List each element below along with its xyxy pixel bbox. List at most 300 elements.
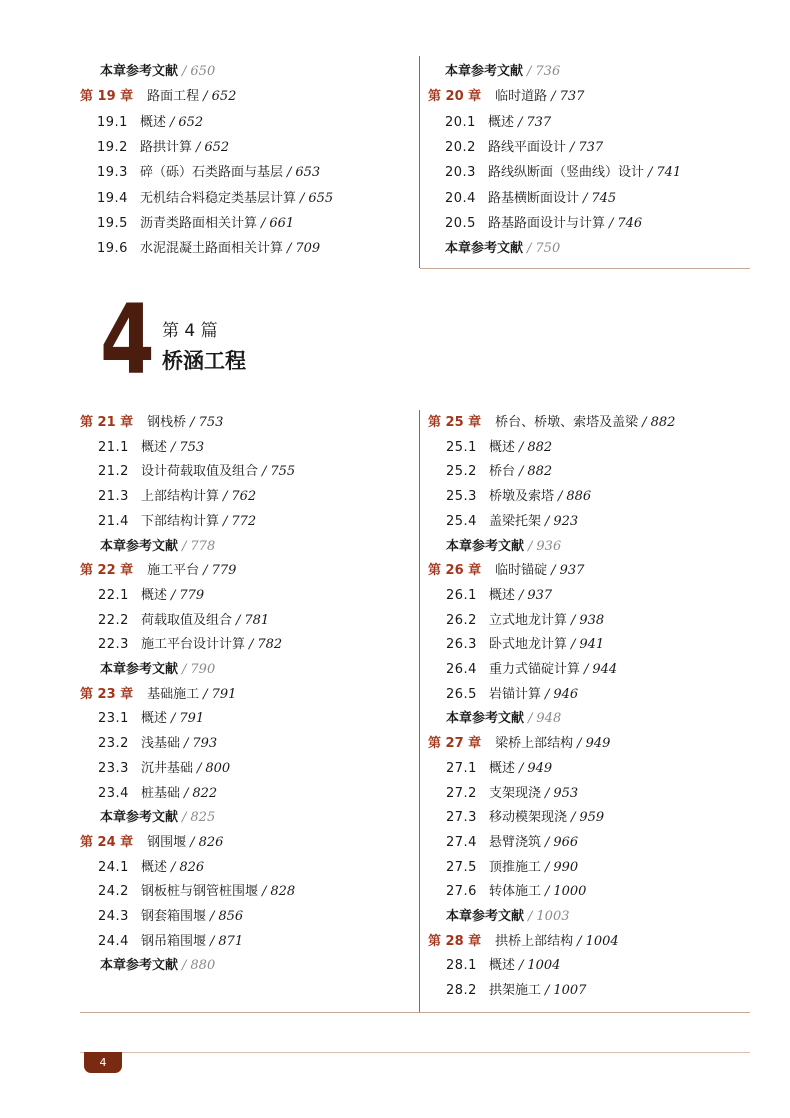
page-separator: /: [182, 958, 187, 974]
page-separator: /: [299, 190, 305, 206]
chapter-number: 第 20 章: [428, 89, 482, 105]
page-separator: /: [235, 612, 241, 628]
section-number: 21.2: [98, 464, 129, 480]
toc-section-entry: [97, 164, 320, 182]
chapter-title: 梁桥上部结构: [495, 736, 574, 752]
toc-section-entry: [446, 513, 578, 531]
section-title: 概述: [140, 711, 167, 727]
section-number: 27.1: [446, 760, 477, 776]
section-number: 19.5: [97, 215, 128, 231]
toc-section-entry: [98, 710, 204, 728]
toc-section-entry: [446, 612, 604, 630]
section-number: 22.2: [98, 612, 129, 628]
toc-chapter-entry: [428, 933, 619, 951]
footer-rule: [80, 1052, 750, 1053]
toc-section-entry: [446, 883, 586, 901]
page-number: 791: [211, 686, 237, 702]
section-title: 碎（砾）石类路面与基层: [139, 165, 283, 181]
page-separator: /: [528, 538, 533, 554]
toc-ref-entry: [100, 63, 215, 81]
references-label: 本章参考文献: [445, 241, 524, 257]
chapter-number: 第 21 章: [80, 415, 134, 430]
page-number: 737: [526, 114, 552, 130]
section-title: 无机结合料稳定类基层计算: [139, 190, 296, 206]
section-number: 20.5: [445, 215, 476, 231]
page-number: 753: [179, 439, 205, 455]
page-separator: /: [209, 909, 215, 924]
section-number: 24.1: [98, 859, 129, 875]
toc-section-entry: [445, 164, 681, 182]
references-label: 本章参考文献: [100, 958, 179, 974]
page-separator: /: [170, 859, 176, 875]
page-number: 937: [559, 563, 585, 579]
page-separator: /: [260, 215, 266, 231]
page-separator: /: [203, 686, 208, 702]
toc-section-entry: [446, 957, 560, 975]
section-number: 23.3: [98, 760, 129, 776]
chapter-number: 第 19 章: [80, 89, 134, 105]
page-separator: /: [569, 139, 575, 155]
chapter-title: 基础施工: [147, 686, 200, 702]
page-separator: /: [544, 686, 550, 702]
page-number: 944: [592, 662, 618, 677]
section-title: 顶推施工: [488, 859, 541, 875]
toc-section-entry: [446, 488, 591, 506]
section-title: 钢套箱围堰: [140, 909, 206, 924]
top-column-divider: [419, 56, 420, 268]
chapter-title: 临时锚碇: [495, 563, 548, 579]
page-number: 793: [192, 736, 218, 752]
page-separator: /: [570, 612, 576, 628]
section-number: 20.3: [445, 165, 476, 181]
section-number: 26.1: [446, 587, 477, 603]
section-title: 概述: [140, 859, 167, 875]
page-number: 652: [211, 89, 237, 105]
references-label: 本章参考文献: [100, 662, 179, 677]
page-number: 753: [198, 415, 224, 430]
page-separator: /: [182, 64, 187, 79]
page-separator: /: [182, 662, 187, 677]
page-number: 938: [579, 612, 605, 628]
section-title: 立式地龙计算: [488, 612, 567, 628]
toc-chapter-entry: [80, 834, 223, 852]
toc-section-entry: [446, 463, 552, 481]
page-separator: /: [527, 64, 532, 79]
toc-ref-entry: [445, 240, 560, 258]
page-separator: /: [527, 241, 532, 257]
page-number: 886: [566, 489, 592, 505]
toc-chapter-entry: [80, 88, 236, 106]
section-number: 24.3: [98, 909, 129, 924]
page-number: 779: [211, 563, 237, 579]
section-number: 28.1: [446, 958, 477, 974]
section-number: 26.5: [446, 686, 477, 702]
page-separator: /: [286, 165, 292, 181]
toc-section-entry: [97, 215, 294, 233]
page-separator: /: [190, 415, 195, 430]
page-separator: /: [544, 983, 550, 999]
toc-ref-entry: [446, 538, 561, 556]
page-separator: /: [222, 489, 228, 505]
section-title: 概述: [140, 439, 167, 455]
section-number: 19.4: [97, 190, 128, 206]
toc-ref-entry: [100, 538, 215, 556]
page-number: 990: [553, 859, 579, 875]
section-number: 21.1: [98, 439, 129, 455]
section-number: 26.2: [446, 612, 477, 628]
page-separator: /: [169, 114, 175, 130]
section-title: 桥台: [488, 464, 515, 480]
references-label: 本章参考文献: [100, 538, 179, 554]
toc-section-entry: [98, 933, 243, 951]
page-number: 800: [205, 760, 231, 776]
section-number: 20.1: [445, 114, 476, 130]
section-title: 桥墩及索塔: [488, 489, 554, 505]
toc-section-entry: [446, 636, 604, 654]
section-number: 25.4: [446, 513, 477, 529]
references-label: 本章参考文献: [446, 711, 525, 727]
page-number: 709: [295, 241, 321, 257]
part-number: 4: [100, 284, 155, 396]
page-number: 825: [190, 810, 216, 826]
section-title: 概述: [140, 587, 167, 603]
section-number: 27.6: [446, 884, 477, 900]
page-separator: /: [570, 637, 576, 653]
page-number: 882: [527, 439, 553, 455]
section-number: 19.3: [97, 165, 128, 181]
toc-chapter-entry: [428, 735, 610, 753]
section-number: 25.1: [446, 439, 477, 455]
section-number: 27.3: [446, 810, 477, 826]
page-separator: /: [182, 810, 187, 826]
section-title: 桩基础: [140, 785, 180, 801]
section-title: 荷载取值及组合: [140, 612, 232, 628]
section-title: 概述: [488, 439, 515, 455]
page-number: 790: [190, 662, 216, 677]
page-number: 736: [535, 64, 561, 79]
page-number: 941: [579, 637, 605, 653]
page-number: 745: [591, 190, 617, 206]
page-number: 880: [190, 958, 216, 974]
page-number: 652: [178, 114, 204, 130]
section-title: 浅基础: [140, 736, 180, 752]
page-number: 1003: [536, 909, 570, 924]
references-label: 本章参考文献: [446, 909, 525, 924]
section-title: 路线纵断面（竖曲线）设计: [487, 165, 644, 181]
page-number: 750: [535, 241, 561, 257]
section-number: 24.4: [98, 933, 129, 949]
section-number: 19.2: [97, 139, 128, 155]
section-title: 设计荷载取值及组合: [140, 464, 258, 480]
section-title: 概述: [488, 760, 515, 776]
page-separator: /: [518, 464, 524, 480]
page-separator: /: [544, 834, 550, 850]
part-title: 桥涵工程: [162, 349, 246, 373]
page-number: 946: [553, 686, 579, 702]
chapter-title: 桥台、桥墩、索塔及盖梁: [495, 415, 639, 430]
page-number: 655: [308, 190, 334, 206]
section-title: 概述: [488, 958, 515, 974]
page-separator: /: [182, 538, 187, 554]
section-title: 概述: [139, 114, 166, 130]
page-number: 822: [192, 785, 218, 801]
section-number: 22.1: [98, 587, 129, 603]
page-number: 966: [553, 834, 579, 850]
page-separator: /: [196, 760, 202, 776]
toc-ref-entry: [100, 809, 215, 827]
chapter-number: 第 24 章: [80, 834, 134, 850]
page-separator: /: [203, 563, 208, 579]
page-separator: /: [544, 884, 550, 900]
page-separator: /: [570, 810, 576, 826]
page-separator: /: [170, 587, 176, 603]
toc-section-entry: [98, 636, 282, 654]
section-number: 23.2: [98, 736, 129, 752]
section-title: 上部结构计算: [140, 489, 219, 505]
page-separator: /: [577, 736, 582, 752]
toc-section-entry: [97, 139, 229, 157]
chapter-title: 路面工程: [147, 89, 200, 105]
toc-ref-entry: [446, 710, 561, 728]
section-number: 25.3: [446, 489, 477, 505]
chapter-title: 钢围堰: [147, 834, 187, 850]
toc-ref-entry: [445, 63, 560, 81]
page-number: 661: [269, 215, 295, 231]
page-number: 1004: [585, 933, 619, 949]
toc-section-entry: [98, 488, 256, 506]
section-title: 岩锚计算: [488, 686, 541, 702]
page-separator: /: [286, 241, 292, 257]
toc-chapter-entry: [428, 88, 584, 106]
page-number: 772: [231, 513, 257, 529]
page-separator: /: [551, 563, 556, 579]
page-separator: /: [544, 785, 550, 801]
page-separator: /: [517, 114, 523, 130]
page-number: 936: [536, 538, 562, 554]
page-number: 949: [527, 760, 553, 776]
section-title: 拱架施工: [488, 983, 541, 999]
toc-section-entry: [445, 139, 603, 157]
section-title: 卧式地龙计算: [488, 637, 567, 653]
page-number: 1000: [553, 884, 587, 900]
toc-ref-entry: [100, 661, 215, 679]
section-number: 24.2: [98, 884, 129, 900]
toc-section-entry: [445, 215, 642, 233]
page-separator: /: [170, 711, 176, 727]
page-separator: /: [203, 89, 208, 105]
page-number: 737: [559, 89, 585, 105]
toc-chapter-entry: [428, 562, 584, 580]
page-separator: /: [528, 909, 533, 924]
page-separator: /: [647, 165, 653, 181]
page-number: 871: [218, 933, 244, 949]
page-number: 746: [617, 215, 643, 231]
page-number: 828: [270, 884, 296, 900]
page-number: 949: [585, 736, 611, 752]
toc-section-entry: [98, 439, 204, 457]
chapter-number: 第 28 章: [428, 933, 482, 949]
section-number: 27.2: [446, 785, 477, 801]
page-number: 778: [190, 538, 216, 554]
toc-section-entry: [446, 859, 578, 877]
page-separator: /: [551, 89, 556, 105]
toc-section-entry: [98, 735, 217, 753]
toc-section-entry: [98, 513, 256, 531]
section-number: 28.2: [446, 983, 477, 999]
page-separator: /: [209, 933, 215, 949]
page-separator: /: [518, 439, 524, 455]
references-label: 本章参考文献: [100, 64, 179, 79]
page-separator: /: [528, 711, 533, 727]
toc-ref-entry: [446, 908, 570, 926]
page-number: 826: [198, 834, 224, 850]
page-separator: /: [248, 637, 254, 653]
section-title: 悬臂浇筑: [488, 834, 541, 850]
section-title: 下部结构计算: [140, 513, 219, 529]
chapter-number: 第 26 章: [428, 563, 482, 579]
page-number: 1004: [527, 958, 561, 974]
toc-section-entry: [98, 785, 217, 803]
section-number: 20.4: [445, 190, 476, 206]
toc-chapter-entry: [80, 414, 223, 432]
page-number: 1007: [553, 983, 587, 999]
toc-section-entry: [97, 190, 333, 208]
toc-section-entry: [98, 908, 243, 926]
section-number: 21.3: [98, 489, 129, 505]
page-separator: /: [583, 662, 589, 677]
page-separator: /: [190, 834, 195, 850]
page-separator: /: [222, 513, 228, 529]
page-number: 937: [527, 587, 553, 603]
page-separator: /: [195, 139, 201, 155]
page-number: 953: [553, 785, 579, 801]
page-separator: /: [518, 958, 524, 974]
toc-section-entry: [98, 612, 269, 630]
page-number-badge: 4: [84, 1052, 122, 1073]
toc-section-entry: [446, 686, 578, 704]
section-title: 路线平面设计: [487, 139, 566, 155]
toc-chapter-entry: [80, 686, 236, 704]
toc-section-entry: [445, 190, 616, 208]
page-number: 959: [579, 810, 605, 826]
toc-ref-entry: [100, 957, 215, 975]
toc-section-entry: [97, 240, 320, 258]
chapter-title: 拱桥上部结构: [495, 933, 574, 949]
page-number: 650: [190, 64, 216, 79]
section-title: 路基横断面设计: [487, 190, 579, 206]
toc-section-entry: [97, 114, 203, 132]
page-number: 653: [295, 165, 321, 181]
page-separator: /: [518, 587, 524, 603]
toc-section-entry: [98, 587, 204, 605]
section-title: 转体施工: [488, 884, 541, 900]
section-number: 27.5: [446, 859, 477, 875]
section-number: 26.4: [446, 662, 477, 677]
section-number: 19.6: [97, 241, 128, 257]
section-title: 盖梁托架: [488, 513, 541, 529]
section-title: 施工平台设计计算: [140, 637, 245, 653]
page-separator: /: [642, 415, 647, 430]
chapter-title: 钢栈桥: [147, 415, 187, 430]
page-separator: /: [170, 439, 176, 455]
page-separator: /: [608, 215, 614, 231]
top-bottom-rule: [420, 268, 750, 269]
section-title: 水泥混凝土路面相关计算: [139, 241, 283, 257]
toc-section-entry: [98, 883, 295, 901]
toc-section-entry: [446, 439, 552, 457]
section-title: 钢吊箱围堰: [140, 933, 206, 949]
chapter-number: 第 25 章: [428, 415, 482, 430]
bottom-column-divider: [419, 410, 420, 1012]
section-number: 19.1: [97, 114, 128, 130]
toc-section-entry: [98, 463, 295, 481]
page-separator: /: [557, 489, 563, 505]
page-separator: /: [577, 933, 582, 949]
page-number: 737: [578, 139, 604, 155]
toc-section-entry: [446, 661, 617, 679]
page-number: 652: [204, 139, 230, 155]
page-number: 741: [656, 165, 682, 181]
toc-chapter-entry: [428, 414, 675, 432]
chapter-number: 第 22 章: [80, 563, 134, 579]
toc-section-entry: [446, 809, 604, 827]
page-number: 882: [650, 415, 676, 430]
bottom-rule: [80, 1012, 750, 1013]
references-label: 本章参考文献: [100, 810, 179, 826]
toc-section-entry: [98, 760, 230, 778]
section-title: 移动模架现浇: [488, 810, 567, 826]
page-number: 781: [244, 612, 270, 628]
section-title: 沥青类路面相关计算: [139, 215, 257, 231]
toc-section-entry: [446, 982, 586, 1000]
section-number: 27.4: [446, 834, 477, 850]
references-label: 本章参考文献: [445, 64, 524, 79]
section-number: 23.4: [98, 785, 129, 801]
page-separator: /: [261, 464, 267, 480]
section-title: 路基路面设计与计算: [487, 215, 605, 231]
page-number: 755: [270, 464, 296, 480]
section-number: 23.1: [98, 711, 129, 727]
toc-section-entry: [98, 859, 204, 877]
page-number: 882: [527, 464, 553, 480]
toc-section-entry: [445, 114, 551, 132]
section-title: 概述: [487, 114, 514, 130]
section-title: 支架现浇: [488, 785, 541, 801]
section-title: 沉井基础: [140, 760, 193, 776]
page-number: 923: [553, 513, 579, 529]
section-number: 22.3: [98, 637, 129, 653]
chapter-number: 第 27 章: [428, 736, 482, 752]
page-separator: /: [183, 785, 189, 801]
toc-section-entry: [446, 760, 552, 778]
page-separator: /: [582, 190, 588, 206]
page-number: 856: [218, 909, 244, 924]
page-separator: /: [183, 736, 189, 752]
section-number: 20.2: [445, 139, 476, 155]
chapter-title: 施工平台: [147, 563, 200, 579]
page-number: 791: [179, 711, 205, 727]
part-label: 第 4 篇: [162, 321, 218, 341]
toc-section-entry: [446, 834, 578, 852]
toc-section-entry: [446, 587, 552, 605]
page-separator: /: [544, 513, 550, 529]
section-number: 25.2: [446, 464, 477, 480]
chapter-number: 第 23 章: [80, 686, 134, 702]
page-number: 826: [179, 859, 205, 875]
section-number: 21.4: [98, 513, 129, 529]
page-number: 762: [231, 489, 257, 505]
page-separator: /: [261, 884, 267, 900]
